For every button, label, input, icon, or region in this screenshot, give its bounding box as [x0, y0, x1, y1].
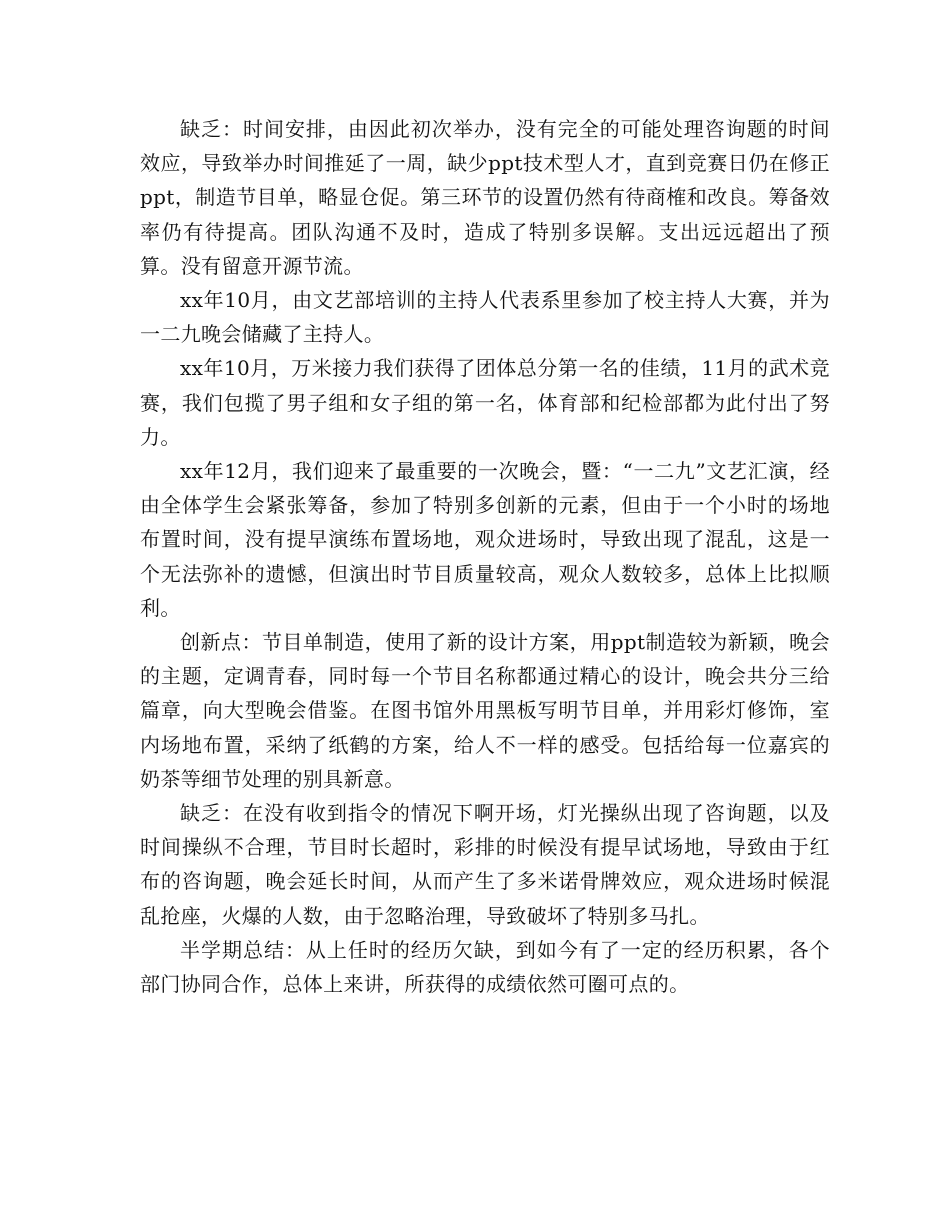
paragraph-december-gala: xx年12月，我们迎来了最重要的一次晚会，暨：“一二九”文艺汇演，经由全体学生会紧张筹备，参加了特别多创新的元素，但由于一个小时的场地布置时间，没有提早演练布置场地，观众进场时，导致出现了混乱，这是一个无法弥补的遗憾，但演出时节目质量较高，观众人数较多，总体上比拟顺利。	[140, 459, 830, 620]
document-body	[140, 112, 830, 1001]
paragraph-semester-summary: 半学期总结：从上任时的经历欠缺，到如今有了一定的经历积累，各个部门协同合作，总体上来讲，所获得的成绩依然可圈可点的。	[140, 937, 830, 997]
paragraph-deficiency-2: 缺乏：在没有收到指令的情况下啊开场，灯光操纵出现了咨询题，以及时间操纵不合理，节目时长超时，彩排的时候没有提早试场地，导致由于红布的咨询题，晚会延长时间，从而产生了多米诺骨牌效应，观众进场时候混乱抢座，火爆的人数，由于忽略治理，导致破坏了特别多马扎。	[140, 801, 830, 928]
paragraph-innovation: 创新点：节目单制造，使用了新的设计方案，用ppt制造较为新颖，晚会的主题，定调青春，同时每一个节目名称都通过精心的设计，晚会共分三给篇章，向大型晚会借鉴。在图书馆外用黑板写明节目单，并用彩灯修饰，室内场地布置，采纳了纸鹤的方案，给人不一样的感受。包括给每一位嘉宾的奶茶等细节处理的别具新意。	[140, 630, 830, 791]
paragraph-deficiency-1: 缺乏：时间安排，由因此初次举办，没有完全的可能处理咨询题的时间效应，导致举办时间推延了一周，缺少ppt技术型人才，直到竞赛日仍在修正ppt，制造节目单，略显仓促。第三环节的设置仍然有待商榷和改良。筹备效率仍有待提高。团队沟通不及时，造成了特别多误解。支出远远超出了预算。没有留意开源节流。	[140, 117, 830, 278]
paragraph-sports-results: xx年10月，万米接力我们获得了团体总分第一名的佳绩，11月的武术竞赛，我们包揽了男子组和女子组的第一名，体育部和纪检部都为此付出了努力。	[140, 356, 830, 449]
paragraph-host-contest: xx年10月，由文艺部培训的主持人代表系里参加了校主持人大赛，并为一二九晚会储藏了主持人。	[140, 288, 830, 347]
